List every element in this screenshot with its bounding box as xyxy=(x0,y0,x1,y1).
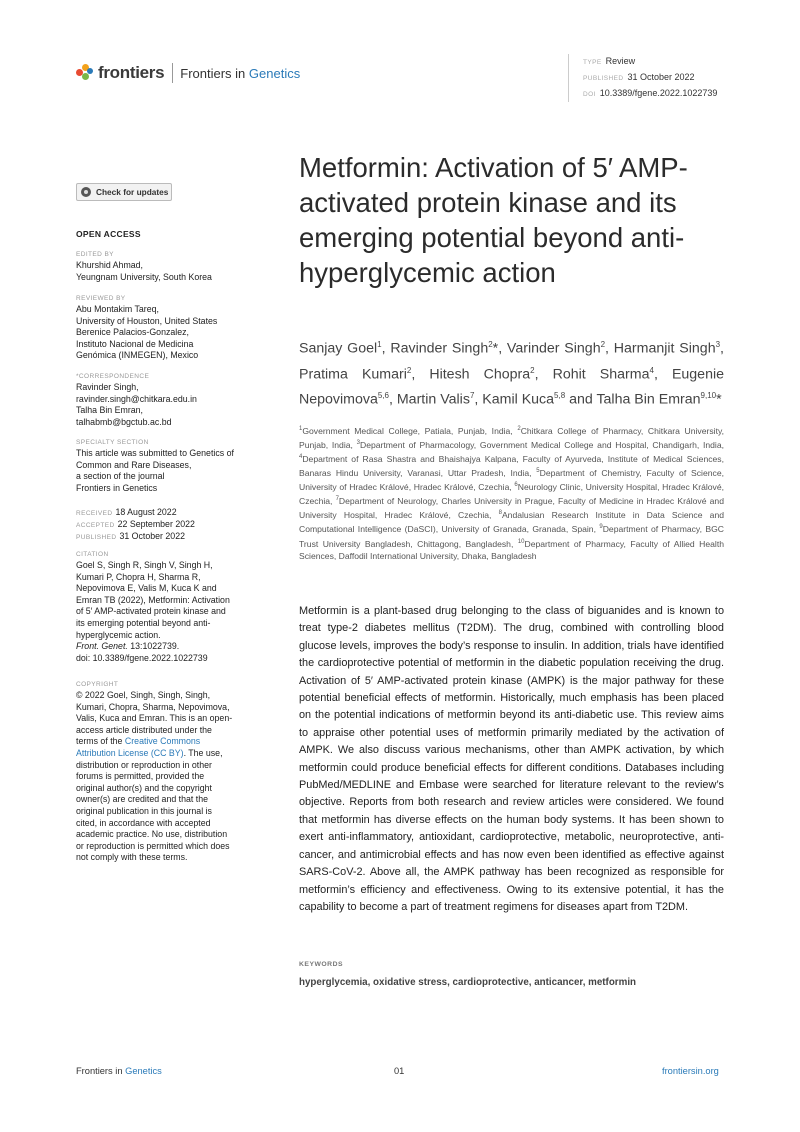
article-type: Review xyxy=(605,56,636,66)
dates-section: RECEIVED 18 August 2022 ACCEPTED 22 September 2022 PUBLISHED 31 October 2022 xyxy=(76,507,195,541)
email-link[interactable]: ravinder.singh@chitkara.edu.in xyxy=(76,393,197,404)
correspondence-section: *CORRESPONDENCE Ravinder Singh, ravinder.singh@chitkara.edu.in Talha Bin Emran, talhabmb@bgctub.ac.bd xyxy=(76,372,254,428)
update-icon xyxy=(81,187,91,197)
open-access-label: OPEN ACCESS xyxy=(76,229,141,239)
received-date: 18 August 2022 xyxy=(115,507,177,517)
doi-link[interactable]: 10.3389/fgene.2022.1022739 xyxy=(599,88,718,98)
reviewed-by-section: REVIEWED BY Abu Montakim Tareq, University of Houston, United States Berenice Palacios-Gonzalez, Instituto Nacional de Medicina Genómica (INMEGEN), Mexico xyxy=(76,295,218,361)
logo-divider xyxy=(172,63,173,83)
license-link[interactable]: Creative Commons xyxy=(124,736,201,747)
frontiers-logo[interactable] xyxy=(76,63,300,83)
email-link[interactable]: talhabmb@bgctub.ac.bd xyxy=(76,416,172,427)
article-meta: TYPE Review PUBLISHED 31 October 2022 DOI 10.3389/fgene.2022.1022739 xyxy=(568,54,717,102)
journal-name: Frontiers in Genetics xyxy=(180,65,301,81)
check-updates-button[interactable]: Check for updates xyxy=(76,183,172,201)
published-date: 31 October 2022 xyxy=(627,72,695,82)
abstract: Metformin is a plant-based drug belonging to the class of biguanides and is known to treat type-2 diabetes mellitus (T2DM). The drug, combined with controlling blood glucose levels, improves the body’s response to insulin. In addition, trials have identified the cardioprotective potential of metformin in the diabetic population receiving the drug. Activation of 5′ AMP-activated protein kinase (AMPK) is the major pathway for these potential beneficial effects of metformin. Historically, much emphasis has been placed on the potential indications of metformin beyond its anti-diabetic use. This review aims to appraise other potential uses of metformin primarily mediated by the activation of AMPK. We also discuss various mechanisms, other than AMPK activation, by which metformin could produce beneficial effects for different conditions. Databases including PubMed/MEDLINE and Embase were searched for literature relevant to the review’s objective. Reports from both research and review articles were considered. We found that metformin has diverse effects on the human body systems. It has been shown to exert anti-inflammatory, antioxidant, cardioprotective, metabolic, neuroprotective, anti-cancer, and antimicrobial effects and has now even been identified as effective against SARS-CoV-2. Above all, the AMPK pathway has been recognized as responsible for metformin’s efficiency and effectiveness. Owing to its extensive potential, it has the capability to become a part of treatment regimens for diseases apart from T2DM. xyxy=(299,605,724,913)
published-date-side: 31 October 2022 xyxy=(119,531,185,541)
keywords: hyperglycemia, oxidative stress, cardioprotective, anticancer, metformin xyxy=(299,977,637,988)
article-title: Metformin: Activation of 5′ AMP-activated protein kinase and its emerging potential beyond anti-hyperglycemic action xyxy=(299,152,688,288)
accepted-date: 22 September 2022 xyxy=(117,519,195,529)
footer-journal: Frontiers in Genetics xyxy=(76,1066,162,1076)
frontiers-logo-icon xyxy=(76,64,94,82)
edited-by-section: EDITED BY Khurshid Ahmad, Yeungnam University, South Korea xyxy=(76,251,212,282)
copyright-section: COPYRIGHT © 2022 Goel, Singh, Singh, Singh, Kumari, Chopra, Sharma, Nepovimova, Valis, Kuca and Emran. This is an open- access article distributed under the terms of the Creative Commons Attribution License (CC BY). The use, distribution or reproduction in other forums is permitted, provided the original author(s) and the copyright owner(s) are credited and that the original publication in this journal is cited, in accordance with accepted academic practice. No use, distribution or reproduction is permitted which does not comply with these terms. xyxy=(76,681,233,863)
citation-doi[interactable]: doi: 10.3389/fgene.2022.1022739 xyxy=(76,652,208,663)
footer-site-link[interactable]: frontiersin.org xyxy=(662,1066,719,1076)
page-number: 01 xyxy=(394,1066,405,1076)
author-list: Sanjay Goel$^1$, Ravinder Singh$^2$*, Varinder Singh$^2$, Harmanjit Singh$^3$, Pratima Kumari$^2$, Hitesh Chopra$^2$, Rohit Sharma$^4$, Eugenie Nepovimova$^{5,6}$, Martin Valis$^7$, Kamil Kuca$^{5,8}$ and Talha Bin Emran$^{9,10}$* xyxy=(299,340,725,409)
specialty-section: SPECIALTY SECTION This article was submitted to Genetics of Common and Rare Diseases, a section of the journal Frontiers in Genetics xyxy=(76,439,234,493)
brand-name: frontiers xyxy=(98,63,165,82)
keywords-label: KEYWORDS xyxy=(299,961,344,968)
affiliations: $^1$Government Medical College, Patiala, Punjab, India, $^2$Chitkara College of Pharmacy, Chitkara University, Punjab, India, $^3$Department of Pharmacology, Government Medical College and Hospital, Chandigarh, India, $^4$Department of Rasa Shastra and Bhaishajya Kalpana, Faculty of Ayurveda, Institute of Medical Sciences, Banaras Hindu University, Varanasi, Uttar Pradesh, India, $^5$Department of Chemistry, Faculty of Science, University of Hradec Králové, Hradec Králové, Czechia, $^6$Neurology Clinic, University Hospital, Hradec Králové, Czechia, $^7$Department of Neurology, Charles University in Prague, Faculty of Medicine in Hradec Králové and University Hospital, Hradec Králové, Czechia, $^8$Andalusian Research Institute in Data Science and Computational Intelligence (DaSCI), University of Granada, Granada, Spain, $^9$Department of Pharmacy, BGC Trust University Bangladesh, Chittagong, Bangladesh, $^{10}$Department of Pharmacy, Faculty of Allied Health Sciences, Daffodil International University, Dhaka, Bangladesh xyxy=(299,425,725,561)
citation-section: CITATION Goel S, Singh R, Singh V, Singh H, Kumari P, Chopra H, Sharma R, Nepovimova E, Valis M, Kuca K and Emran TB (2022), Metformin: Activation of 5′ AMP-activated protein kinase and its emerging potential beyond anti- hyperglycemic action. Front. Genet. 13:1022739. doi: 10.3389/fgene.2022.1022739 xyxy=(76,550,254,664)
license-link[interactable]: Attribution License (CC BY) xyxy=(76,747,184,758)
